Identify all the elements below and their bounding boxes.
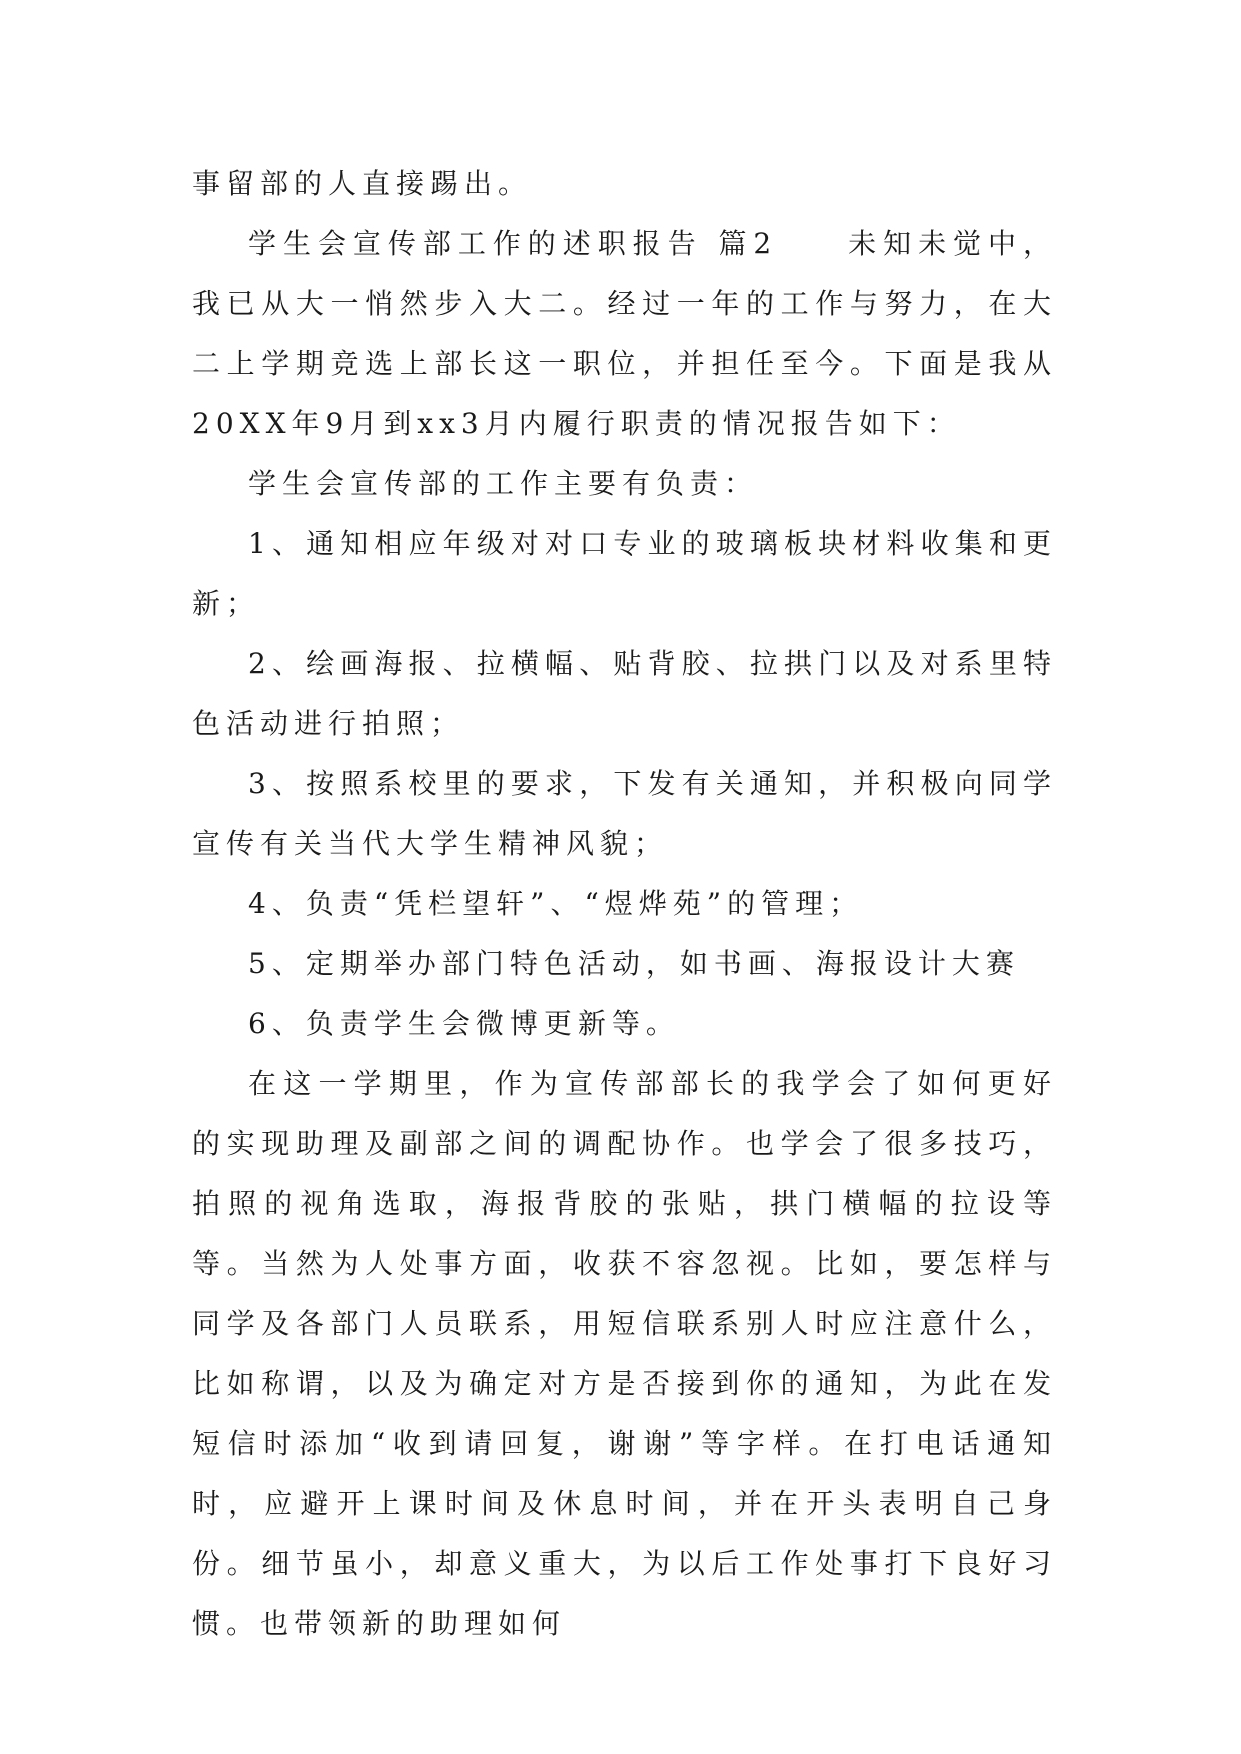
list-item-2: 2、绘画海报、拉横幅、贴背胶、拉拱门以及对系里特色活动进行拍照； (192, 647, 1057, 740)
paragraph-1: 事留部的人直接踢出。 (192, 167, 533, 200)
list-item-6: 6、负责学生会微博更新等。 (248, 1007, 680, 1040)
paragraph-2: 学生会宣传部工作的述职报告 篇2 未知未觉中，我已从大一悄然步入大二。经过一年的工作与努力，在大二上学期竞选上部长这一职位，并担任至今。下面是我从20XX年9月到xx3月内履行职责的情况报告如下： (192, 227, 1057, 440)
list-item-5: 5、定期举办部门特色活动，如书画、海报设计大赛 (248, 947, 1020, 980)
list-item-1: 1、通知相应年级对对口专业的玻璃板块材料收集和更新； (192, 527, 1057, 620)
paragraph-4: 在这一学期里，作为宣传部部长的我学会了如何更好的实现助理及副部之间的调配协作。也学会了很多技巧，拍照的视角选取，海报背胶的张贴，拱门横幅的拉设等等。当然为人处事方面，收获不容忽视。比如，要怎样与同学及各部门人员联系，用短信联系别人时应注意什么，比如称谓，以及为确定对方是否接到你的通知，为此在发短信时添加“收到请回复，谢谢”等字样。在打电话通知时，应避开上课时间及休息时间，并在开头表明自己身份。细节虽小，却意义重大，为以后工作处事打下良好习惯。也带领新的助理如何 (192, 1067, 1057, 1640)
paragraph-3: 学生会宣传部的工作主要有负责： (248, 467, 759, 500)
list-item-4: 4、负责“凭栏望轩”、“煜烨苑”的管理； (248, 887, 864, 920)
list-item-3: 3、按照系校里的要求，下发有关通知，并积极向同学宣传有关当代大学生精神风貌； (192, 767, 1057, 860)
document-body (192, 154, 1057, 1654)
